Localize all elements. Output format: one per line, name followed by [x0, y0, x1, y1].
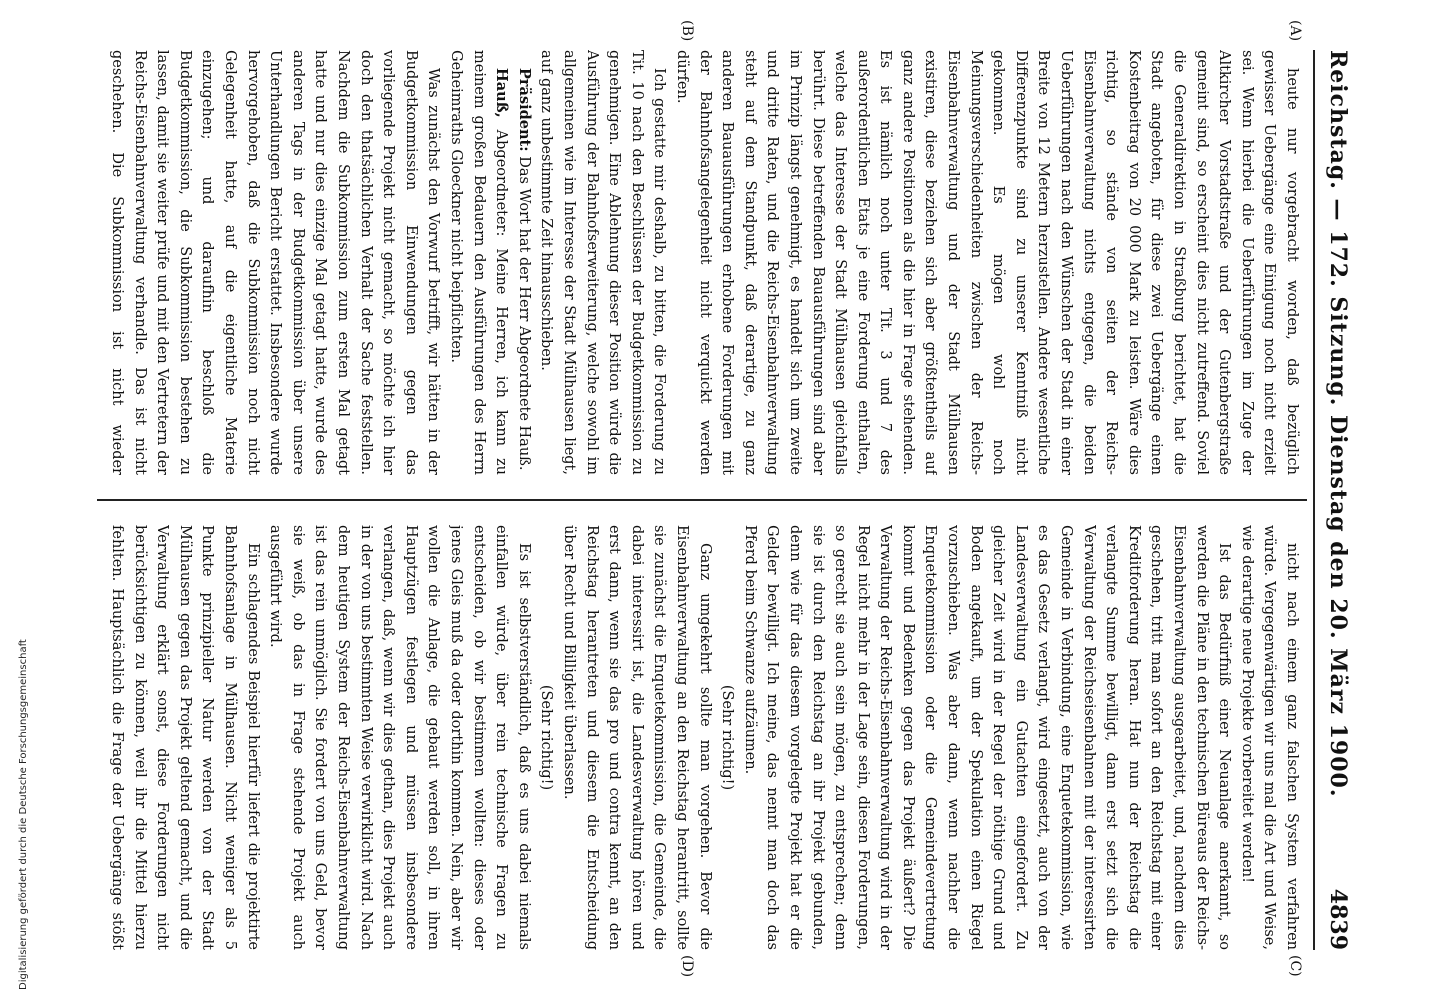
dfg-attribution: Digitalisierung gefördert durch die Deutsche Forschungsgemeinschaft — [18, 639, 29, 990]
paragraph: heute nur vorgebracht worden, daß bezüglich gewisser Uebergänge eine Einigung noch nicht erzielt sei. Wenn hierbei die Ueberführungen im Zuge der Altkircher Vorstadtstraße und der Gutenbergstraße gemeint sind, so erscheint dies nicht zutreffend. Soviel die Generaldirektion in Straßburg berichtet, hat die Stadt angeboten, für diese zwei Uebergänge einen Kostenbeitrag von 20 000 Mark zu leisten. Wäre dies richtig, so stände von seiten der Reichs-Eisenbahnverwaltung nichts entgegen, die beiden Ueberführungen nach den Wünschen der Stadt in einer Breite von 12 Metern herzustellen. Andere wesentliche Differenzpunkte sind zu unserer Kenntniß nicht gekommen. Es mögen wohl noch Meinungsverschiedenheiten zwischen der Reichs-Eisenbahnverwaltung und der Stadt Mülhausen existiren, diese beziehen sich aber größtentheils auf ganz andere Positionen als die hier in Frage stehenden. Es ist nämlich noch unter Tit. 3 und 7 des außerordentlichen Etats je eine Forderung enthalten, welche das Interesse der Stadt Mülhausen gleichfalls berührt. Diese betreffenden Bauausführungen sind aber im Prinzip längst genehmigt, es handelt sich um zweite und dritte Raten, und die Reichs-Eisenbahnverwaltung steht auf dem Standpunkt, daß derartige, zu ganz anderen Bauausführungen erhobene Forderungen mit der Bahnhofsangelegenheit nicht verquickt werden dürfen. — [673, 50, 1300, 475]
paragraph-text: Das Wort hat der Herr Abgeordnete Hauß. — [515, 156, 532, 471]
right-column — [103, 525, 1303, 950]
paragraph: Ist das Bedürfniß einer Neuanlage anerkannt, so werden die Pläne in den technischen Büreaus der Reichs-Eisenbahnverwaltung ausgearbeitet, und, nachdem dies geschehen, tritt man sofort an den Reichstag mit einer Kreditforderung heran. Hat nun der Reichstag die verlangte Summe bewilligt, dann erst setzt sich die Verwaltung der Reichseisenbahnen mit der interessirten Gemeinde in Verbindung, eine Enquetekommission, wie es das Gesetz verlangt, wird eingesetzt, auch von der Landesverwaltung ein Gutachten eingefordert. Zu gleicher Zeit wird in der Regel der nöthige Grund und Boden angekauft, um der Spekulation einen Riegel vorzuschieben. Was aber dann, wenn nachher die Enquetekommission oder die Gemeindevertretung kommt und Bedenken gegen das Projekt äußert? Die Verwaltung der Reichs-Eisenbahnverwaltung wird in der Regel nicht mehr in der Lage sein, diesen Forderungen, so gerecht sie auch sein mögen, zu entsprechen; denn sie ist durch den Reichstag an ihr Projekt gebunden, denn wie für das diesem vorgelegte Projekt hat er die Gelder bewilligt. Ich meine, das nennt man doch das Pferd beim Schwanze aufzäumen. — [741, 525, 1233, 950]
paragraph: Ganz umgekehrt sollte man vorgehen. Bevor die Eisenbahnverwaltung an den Reichstag herantritt, sollte sie zunächst die Enquetekommission, die Gemeinde, die dabei interessirt ist, die Landesverwaltung hören und erst dann, wenn sie das pro und contra kennt, an den Reichstag herantreten und diesem die Entscheidung über Recht und Billigkeit überlassen. — [561, 525, 713, 950]
paragraph: nicht nach einem ganz falschen System verfahren würde. Vergegenwärtigen wir uns mal die Art und Weise, wie derartige neue Projekte vorbereitet werden! — [1238, 525, 1300, 950]
speaker-name: Hauß, — [493, 68, 511, 118]
footer-strip — [4, 10, 29, 990]
margin-mark-c: (C) — [1287, 955, 1303, 977]
interjection: (Sehr richtig!) — [538, 684, 555, 791]
paragraph: Ein schlagendes Beispiel hierfür liefert die projektirte Bahnhofsanlage in Mülhausen. Nicht weniger als 5 Punkte prinzipieller Natur werden von der Stadt Mülhausen gegen das Projekt geltend gemacht, und die Verwaltung erklärt sonst, diese Forderungen nicht berücksichtigen zu können, weil ihr die Mittel hierzu fehlten. Hauptsächlich die Frage der Uebergänge stößt — [109, 525, 261, 950]
margin-mark-b: (B) — [679, 20, 695, 42]
margin-mark-a: (A) — [1287, 20, 1303, 42]
page-header — [1313, 50, 1355, 950]
paragraph: Es ist selbstverständlich, daß es uns dabei niemals einfallen würde, über rein technische Fragen zu entscheiden, ob wir bestimmen wollten: dieses oder jenes Gleis muß da oder dorthin kommen. Nein, aber wir wollen die Anlage, die gebaut werden soll, in ihren Hauptzügen festlegen und müssen insbesondere verlangen, daß, wenn wir dies gethan, dies Projekt auch in der von uns bestimmten Weise verwirklicht wird. Nach dem heutigen System der Reichs-Eisenbahnverwaltung ist das rein unmöglich. Sie fordert von uns Geld, bevor sie weiß, ob das in Frage stehende Projekt auch ausgeführt wird. — [267, 525, 532, 950]
paragraph — [512, 50, 535, 475]
header-title: Reichstag. — 172. Sitzung. Dienstag den 20. März 1900. — [1325, 50, 1351, 798]
interjection: (Sehr richtig!) — [719, 684, 736, 791]
rotated-page-content — [85, 20, 1355, 978]
margin-mark-d: (D) — [679, 955, 695, 978]
paragraph — [444, 50, 512, 475]
column-divider — [97, 499, 1307, 501]
paragraph: Ich gestatte mir deshalb, zu bitten, die Forderung zu Tit. 10 nach den Beschlüssen der Budgetkommission zu genehmigen. Eine Ablehnung dieser Position würde die Ausführung der Bahnhofserweiterung, welche sowohl im allgemeinen wie im Interesse der Stadt Mülhausen liegt, auf ganz unbestimmte Zeit hinausschieben. — [538, 50, 668, 475]
paragraph: Was zunächst den Vorwurf betrifft, wir hätten in der Budgetkommission Einwendungen gegen das vorliegende Projekt nicht gemacht, so möchte ich hier doch den thatsächlichen Verhalt der Sache feststellen. Nachdem die Subkommission zum ersten Mal getagt hatte und nur dies einzige Mal getagt hatte, wurde des anderen Tags in der Budgetkommission über unsere Unterhandlungen Bericht erstattet. Insbesondere wurde hervorgehoben, daß die Subkommission noch nicht Gelegenheit hatte, auf die eigentliche Materie einzugehen; und daraufhin beschloß die Budgetkommission, die Subkommission bestehen zu lassen, damit sie weiter prüfe und mit den Vertretern der Reichs-Eisenbahnverwaltung verhandle. Das ist nicht geschehen. Die Subkommission ist nicht wieder — [109, 50, 442, 475]
left-column — [103, 50, 1303, 475]
speaker-name: Präsident: — [515, 68, 533, 152]
page-number: 4839 — [1325, 888, 1351, 950]
paragraph-text: Abgeordneter: Meine Herren, ich kann zu meinem großen Bedauern den Ausführungen des Herrn Geheimraths Gloeckner nicht beipflichten. — [448, 50, 510, 475]
